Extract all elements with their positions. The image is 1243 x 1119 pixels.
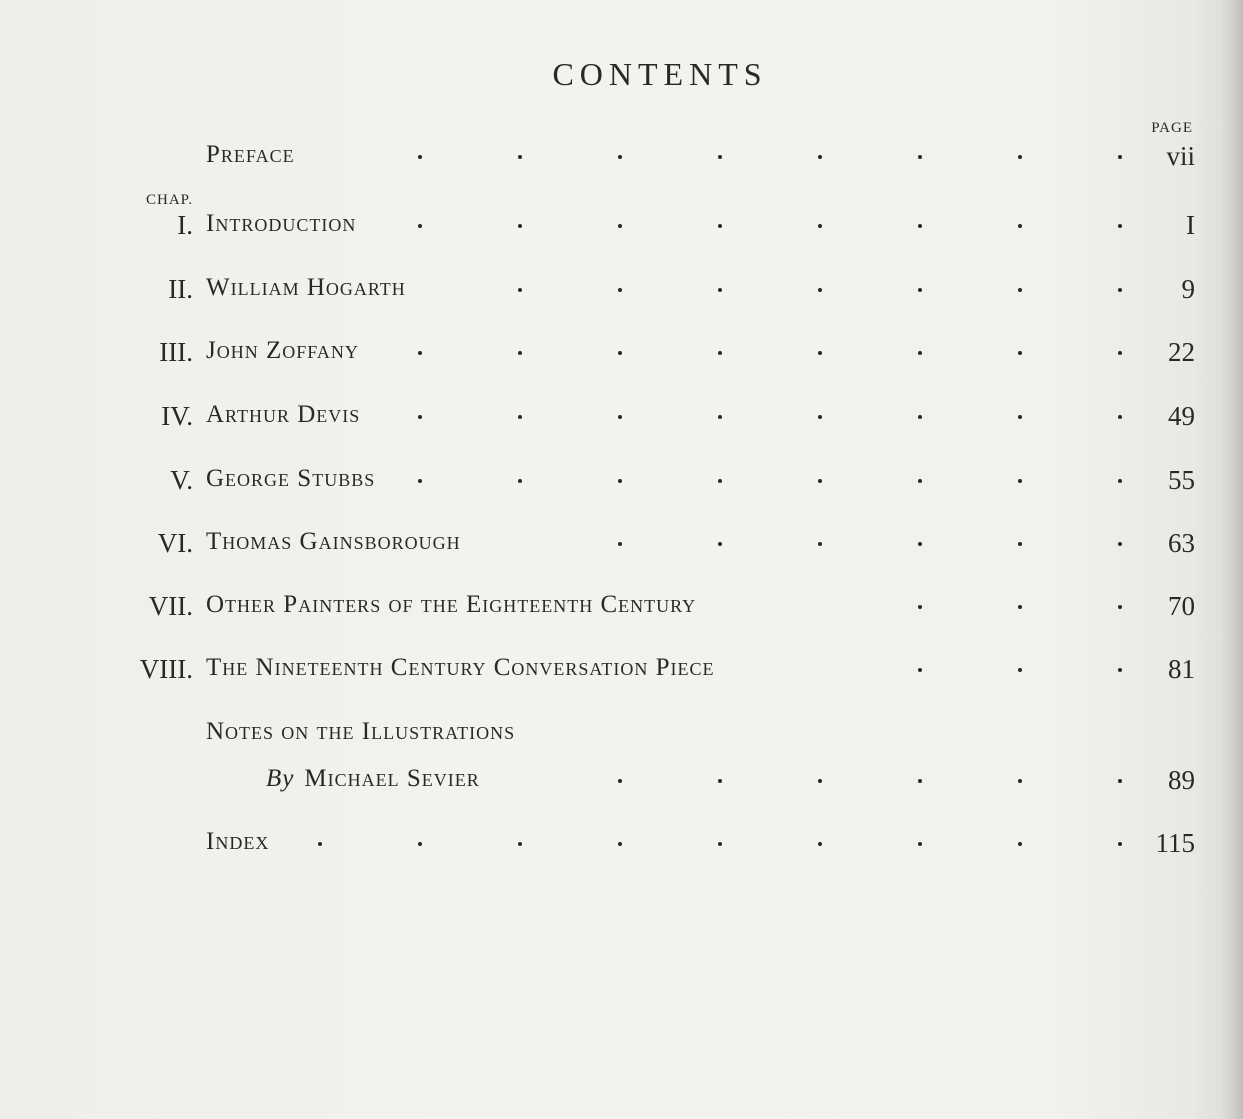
leader-dot (1018, 351, 1022, 355)
chapter-number: IV. (161, 401, 193, 431)
leader-dot (518, 415, 522, 419)
leader-dot (418, 479, 422, 483)
chapter-number: VIII. (139, 654, 193, 684)
leader-dot (918, 605, 922, 609)
leader-dot (818, 415, 822, 419)
chapter-number: I. (177, 210, 193, 240)
toc-entry-page: 81 (1168, 654, 1195, 684)
leader-dot (718, 415, 722, 419)
leader-dot (318, 842, 322, 846)
toc-row-chapter (0, 654, 1243, 688)
leader-dot (518, 224, 522, 228)
leader-dot (1118, 288, 1122, 292)
toc-entry-title: The Nineteenth Century Conversation Piece (206, 654, 715, 681)
chapter-number: VI. (157, 528, 193, 558)
toc-entry-page: 9 (1181, 274, 1195, 304)
leader-dot (818, 479, 822, 483)
toc-entry-page: 70 (1168, 591, 1195, 621)
leader-dot (718, 224, 722, 228)
toc-entry-title: John Zoffany (206, 337, 359, 364)
toc-row-chapter (0, 210, 1243, 244)
leader-dot (818, 288, 822, 292)
toc-entry-title: William Hogarth (206, 274, 406, 301)
leader-dot (1018, 605, 1022, 609)
leader-dot (918, 668, 922, 672)
dot-leaders (0, 591, 1243, 625)
leader-dot (1018, 479, 1022, 483)
leader-dot (818, 224, 822, 228)
leader-dot (818, 542, 822, 546)
leader-dot (718, 542, 722, 546)
leader-dot (718, 842, 722, 846)
toc-entry-page: 115 (1155, 828, 1195, 858)
leader-dot (618, 542, 622, 546)
leader-dot (618, 288, 622, 292)
leader-dot (918, 542, 922, 546)
leader-dot (618, 415, 622, 419)
leader-dot (418, 155, 422, 159)
leader-dot (1118, 224, 1122, 228)
leader-dot (918, 415, 922, 419)
leader-dot (718, 288, 722, 292)
leader-dot (418, 351, 422, 355)
leader-dot (918, 224, 922, 228)
toc-entry-title: Thomas Gainsborough (206, 528, 461, 555)
leader-dot (1118, 479, 1122, 483)
dot-leaders (0, 765, 1243, 799)
toc-row-chapter (0, 274, 1243, 308)
toc-entry-page: 55 (1168, 465, 1195, 495)
leader-dot (1018, 542, 1022, 546)
toc-row-notes-author (0, 765, 1243, 799)
leader-dot (1118, 155, 1122, 159)
dot-leaders (0, 654, 1243, 688)
leader-dot (618, 842, 622, 846)
toc-entry-page: vii (1166, 141, 1195, 171)
leader-dot (1118, 351, 1122, 355)
toc-row-chapter (0, 337, 1243, 371)
leader-dot (518, 288, 522, 292)
leader-dot (1018, 415, 1022, 419)
leader-dot (1118, 542, 1122, 546)
leader-dot (718, 351, 722, 355)
leader-dot (518, 155, 522, 159)
leader-dot (918, 842, 922, 846)
toc-entry-title: Arthur Devis (206, 401, 361, 428)
leader-dot (618, 779, 622, 783)
leader-dot (918, 779, 922, 783)
leader-dot (1018, 668, 1022, 672)
leader-dot (818, 779, 822, 783)
leader-dot (1018, 842, 1022, 846)
leader-dot (918, 288, 922, 292)
leader-dot (1118, 415, 1122, 419)
chapter-number: V. (170, 465, 193, 495)
toc-row-index (0, 828, 1243, 862)
byline-prefix: By (266, 765, 295, 792)
leader-dot (518, 351, 522, 355)
dot-leaders (0, 401, 1243, 435)
chap-column-label: CHAP. (146, 192, 194, 208)
dot-leaders (0, 210, 1243, 244)
toc-entry-title: Other Painters of the Eighteenth Century (206, 591, 697, 618)
leader-dot (918, 155, 922, 159)
toc-row-chapter (0, 465, 1243, 499)
toc-entry-page: 22 (1168, 337, 1195, 367)
toc-entry-page: 89 (1168, 765, 1195, 795)
leader-dot (1018, 155, 1022, 159)
leader-dot (1018, 224, 1022, 228)
leader-dot (618, 351, 622, 355)
toc-entry-title: George Stubbs (206, 465, 376, 492)
leader-dot (818, 842, 822, 846)
leader-dot (518, 842, 522, 846)
dot-leaders (0, 828, 1243, 862)
leader-dot (418, 415, 422, 419)
leader-dot (1118, 605, 1122, 609)
leader-dot (1118, 842, 1122, 846)
leader-dot (718, 155, 722, 159)
author-name: Michael Sevier (304, 765, 480, 792)
leader-dot (618, 155, 622, 159)
leader-dot (718, 779, 722, 783)
toc-entry-page: 63 (1168, 528, 1195, 558)
toc-entry-title: Index (206, 828, 270, 855)
dot-leaders (0, 528, 1243, 562)
dot-leaders (0, 465, 1243, 499)
toc-entry-page: 49 (1168, 401, 1195, 431)
toc-entry-title: Notes on the Illustrations (206, 718, 516, 745)
contents-heading: CONTENTS (552, 56, 768, 92)
leader-dot (618, 479, 622, 483)
toc-entry-title: Introduction (206, 210, 357, 237)
chapter-number: III. (159, 337, 193, 367)
toc-entry-page: I (1186, 210, 1195, 240)
leader-dot (818, 351, 822, 355)
leader-dot (1018, 288, 1022, 292)
leader-dot (718, 479, 722, 483)
toc-row-chapter (0, 528, 1243, 562)
leader-dot (918, 479, 922, 483)
leader-dot (918, 351, 922, 355)
toc-row-chapter (0, 401, 1243, 435)
dot-leaders (0, 274, 1243, 308)
page-column-label: PAGE (1151, 120, 1193, 136)
toc-row-chapter (0, 591, 1243, 625)
dot-leaders (0, 337, 1243, 371)
leader-dot (418, 842, 422, 846)
chapter-number: VII. (148, 591, 193, 621)
leader-dot (418, 224, 422, 228)
leader-dot (1118, 668, 1122, 672)
dot-leaders (0, 141, 1243, 175)
leader-dot (818, 155, 822, 159)
leader-dot (618, 224, 622, 228)
leader-dot (518, 479, 522, 483)
chapter-number: II. (168, 274, 193, 304)
toc-entry-title: Preface (206, 141, 295, 168)
toc-row-preface (0, 141, 1243, 175)
toc-row-notes (0, 718, 1243, 752)
leader-dot (1118, 779, 1122, 783)
leader-dot (1018, 779, 1022, 783)
